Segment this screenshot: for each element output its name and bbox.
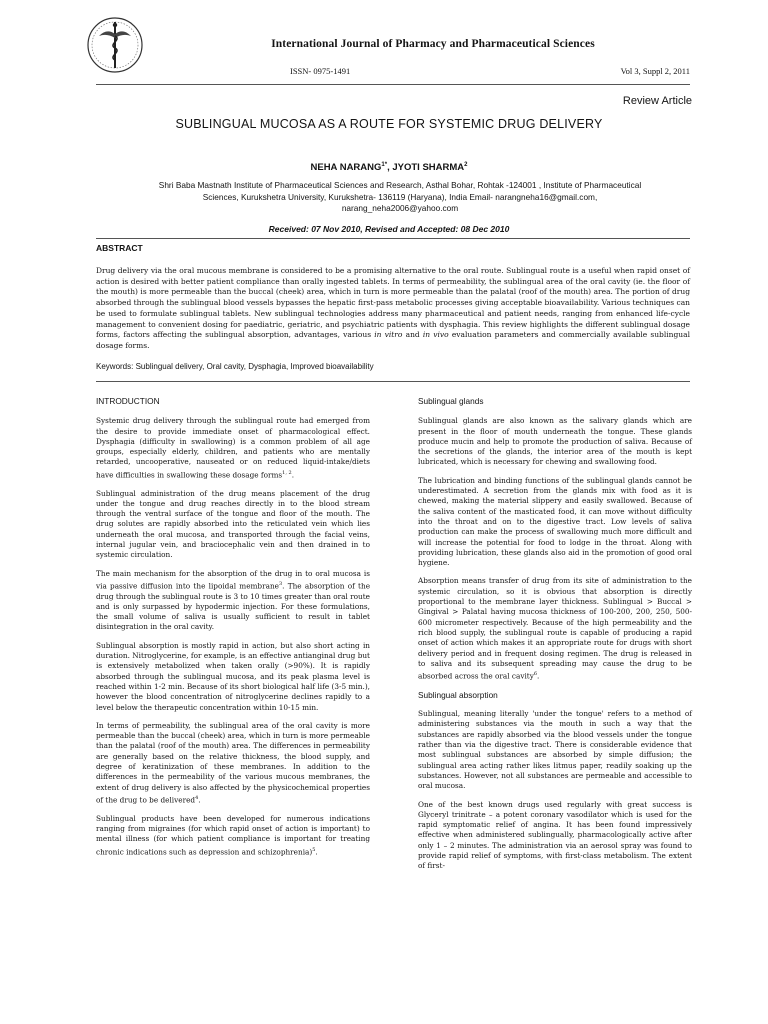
abstract-text [96, 266, 690, 352]
glands-p3-text: Absorption means transfer of drug from its site of administration to the systemic circulation, so it is obvious that absorption is directly proportional to the membrane layer thickness. Sublingual > Buccal > Gingival > Palatal having mucosa thickness of 100-200, 200, 250, 500-600 micrometer respectively. Because of the high permeability and the rich blood supply, the sublingual route is capable of producing a rapid onset of action which makes it an appropriate route for drugs with short delivery period and in frequent dosing regimen. The drug is released in to saliva and its subsequent spreading may cause the drug to be absorbed across the oral cavity [418, 576, 692, 681]
abstract-in-vivo: in vivo [422, 330, 449, 340]
abstract-bottom-rule [96, 381, 690, 382]
right-column [418, 396, 692, 880]
intro-p1-end: . [291, 470, 295, 480]
glands-paragraph-3 [418, 576, 692, 681]
intro-paragraph-2: Sublingual administration of the drug means placement of the drug under the tongue and drug reaches directly in to the blood stream through the ventral surface of the tongue and floor of the mouth. The drug solutes are rapidly absorbed into the reticulated vein which lies underneath the oral mucosa, and transported through the facial veins, internal jugular vein, and braciocephalic vein and then drained in to systemic circulation. [96, 488, 370, 560]
author-1: NEHA NARANG [310, 162, 382, 174]
intro-paragraph-3 [96, 569, 370, 633]
absorption-paragraph-2: One of the best known drugs used regularly with great success is Glyceryl trinitrate – a potent coronary vasodilator which is used for the rapid symptomatic relief of angina. It has been found impressively effective when administered sublingually, pharmacologically active after only 1 – 2 minutes. The administration via an aerosol spray was found to provide rapid relief of symptoms, with first-class metabolism. The extent of first- [418, 799, 692, 871]
author-2: JYOTI SHARMA [392, 162, 465, 174]
abstract-heading: ABSTRACT [96, 243, 143, 253]
abstract-in-vitro: in vitro [374, 330, 403, 340]
affiliation-line-3: narang_neha2006@yahoo.com [341, 203, 459, 213]
intro-p3-end: . The absorption of the drug through the sublingual route is 3 to 10 times greater than oral route and is only surpassed by hypodermic injection. For these formulations, the small volume of saliva is usually sufficient to result in tablet disintegration in the oral cavity. [96, 581, 371, 632]
keywords [96, 362, 690, 371]
keywords-label: Keywords: [96, 362, 134, 371]
introduction-heading: INTRODUCTION [96, 396, 160, 406]
keywords-text: Sublingual delivery, Oral cavity, Dysphagia, Improved bioavailability [133, 362, 374, 371]
journal-name: International Journal of Pharmacy and Pharmaceutical Sciences [271, 38, 595, 50]
glands-p3-ref: 6 [533, 671, 538, 678]
left-column [96, 396, 370, 865]
intro-paragraph-6 [96, 814, 370, 858]
abstract-end: evaluation parameters and commercially available sublingual dosage forms. [96, 330, 690, 350]
glands-paragraph-1: Sublingual glands are also known as the salivary glands which are present in the floor of mouth underneath the tongue. These glands produce mucin and help to promote the production of saliva. Because of the secretions of the glands, the interior area of the mouth is kept lubricated, which is necessary for chewing and swallowing food. [418, 416, 692, 467]
intro-p3-ref: 3 [278, 580, 283, 587]
affiliation-line-2: Sciences, Kurukshetra University, Kurukshetra- 136119 (Haryana), India Email- narangneha16@gmail.com, [202, 191, 598, 202]
author-separator: , [387, 162, 393, 174]
paper-title: SUBLINGUAL MUCOSA AS A ROUTE FOR SYSTEMIC DRUG DELIVERY [175, 117, 603, 131]
intro-p6-ref: 5 [312, 846, 316, 853]
affiliations [116, 180, 684, 215]
abstract-and: and [402, 330, 423, 340]
volume-info: Vol 3, Suppl 2, 2011 [620, 66, 690, 76]
intro-p1-ref: 1, 2 [282, 469, 292, 476]
author-1-affil: 1* [381, 162, 388, 168]
sublingual-absorption-heading: Sublingual absorption [418, 689, 498, 700]
article-type: Review Article [622, 95, 692, 107]
absorption-paragraph-1: Sublingual, meaning literally 'under the tongue' refers to a method of administering substances via the mouth in such a way that the substances are rapidly absorbed via the blood vessels under the tongue rather than via the digestive tract. There is considerable evidence that most sublingual substances are absorbed by simple diffusion; the sublingual area acting rather likes litmus paper, readily soaking up the substances. However, not all substances are permeable and accessible to oral mucosa. [418, 709, 692, 791]
abstract-top-rule [96, 238, 690, 239]
intro-paragraph-5 [96, 721, 370, 806]
received-dates: Received: 07 Nov 2010, Revised and Accepted: 08 Dec 2010 [268, 224, 510, 234]
header-divider [96, 84, 690, 85]
intro-p5-ref: 4 [195, 794, 199, 801]
intro-p6-end: . [315, 846, 318, 856]
glands-paragraph-2: The lubrication and binding functions of the sublingual glands cannot be underestimated. A secretion from the glands mix with food as it is chewed, making the material slippery and easily swallowed. Because of the saliva content of the masticated food, it can move without difficulty into the throat and on to the digestive tract. Low levels of saliva production can make the process of swallowing much more difficult and will increase the potential for food to lodge in the throat. Along with providing lubrication, these glands also aid in the promotion of good oral hygiene. [418, 475, 692, 568]
intro-p6-text: Sublingual products have been developed for numerous indications ranging from migraines (for which rapid onset of action is important) to mental illness (for which patient compliance is important for treating chronic indications such as depression and schizophrenia) [96, 813, 370, 856]
author-2-affil: 2 [464, 162, 468, 168]
intro-p5-text: In terms of permeability, the sublingual area of the oral cavity is more permeable than the buccal (cheek) area, which in turn is more permeable than the palatal (roof of the mouth) area. The differences in permeability are generally based on the relative thickness, the blood supply, and degree of keratinization of these membranes. In addition to the differences in the permeability of the various mucous membranes, the extent of drug delivery is also affected by the physicochemical properties of the drug to be delivered [96, 720, 370, 805]
intro-p3-text: The main mechanism for the absorption of the drug in to oral mucosa is via passive diffusion into the lipoidal membrane [96, 568, 370, 591]
intro-p5-end: . [198, 795, 201, 805]
glands-p3-end: . [537, 671, 540, 681]
abstract-body: Drug delivery via the oral mucous membrane is considered to be a promising alternative to the oral route. Sublingual route is a useful when rapid onset of action is desired with better patient compliance than orally ingested tablets. In terms of permeability, the sublingual area of the oral cavity (ie. the floor of the mouth) is more permeable than the buccal (cheek) area, which in turn is more permeable than the palatal (roof of the mouth) area. The portion of drug absorbed through the sublingual blood vessels bypasses the hepatic first-pass metabolic processes giving acceptable bioavailability. Various techniques can be used to formulate sublingual tablets. New sublingual technologies address many pharmaceutical and patient needs, ranging from enhanced life-cycle management to convenient dosing for paediatric, geriatric, and psychiatric patients with dysphagia. This review highlights the different sublingual dosage forms, factors affecting the sublingual absorption, advantages, various [96, 266, 690, 340]
authors [90, 162, 688, 173]
issn: ISSN- 0975-1491 [290, 66, 351, 76]
intro-p1-text: Systemic drug delivery through the sublingual route had emerged from the desire to provide immediate onset of pharmacological effect. Dysphagia (difficulty in swallowing) is a common problem of all age groups, especially elderly, children, and patients who are mentally retarded, uncooperative, nauseated or on reduced liquid-intake/diets have difficulties in swallowing these dosage forms [96, 416, 370, 480]
sublingual-glands-heading: Sublingual glands [418, 396, 484, 406]
journal-logo [86, 14, 144, 76]
intro-paragraph-4: Sublingual absorption is mostly rapid in action, but also short acting in duration. Nitroglycerine, for example, is an effective antianginal drug but is extensively metabolized when taken orally (>90%). It is rapidly absorbed through the sublingual mucosa, and its peak plasma level is reached within 1-2 min. Because of its short biological half life (3-5 min.), however the blood concentration of nitroglycerine declines rapidly to a level below the therapeutic concentration within 10-15 min. [96, 640, 370, 712]
intro-paragraph-1 [96, 416, 370, 480]
affiliation-line-1: Shri Baba Mastnath Institute of Pharmaceutical Sciences and Research, Asthal Bohar, Rohtak -124001 , Institute of Pharmaceutical [158, 180, 642, 190]
